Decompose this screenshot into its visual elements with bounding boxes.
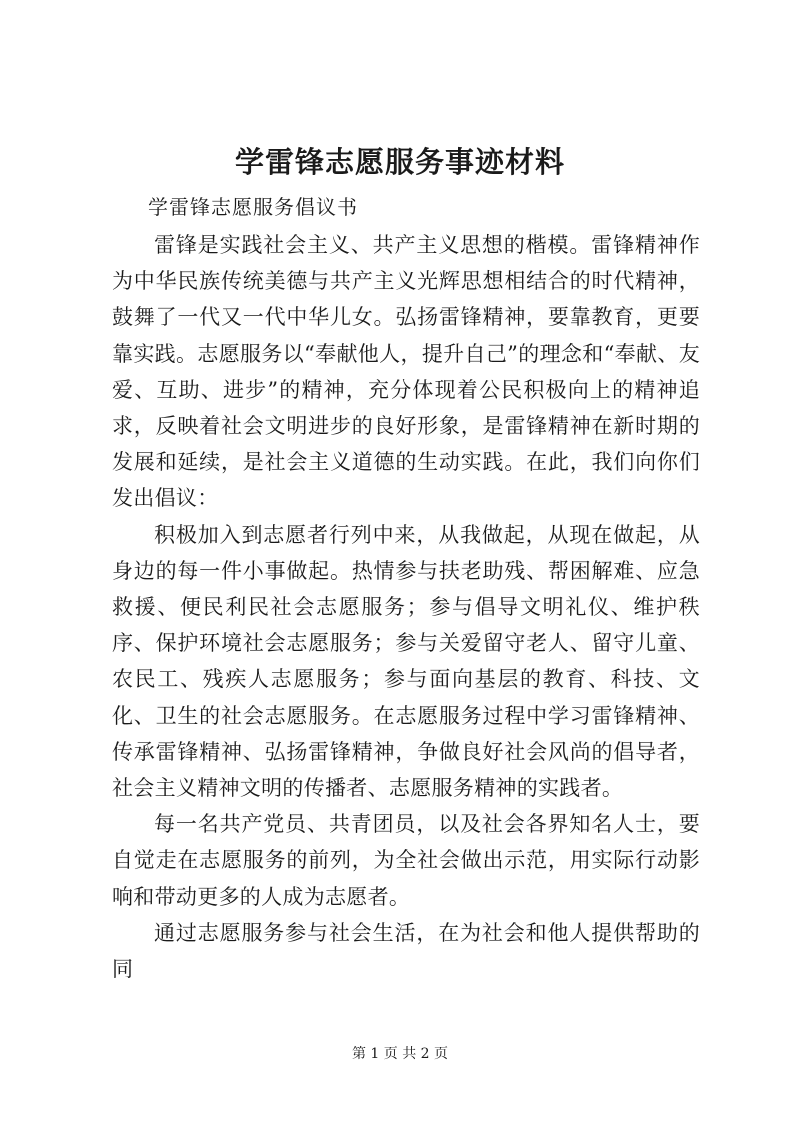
paragraph: 雷锋是实践社会主义、共产主义思想的楷模。雷锋精神作为中华民族传统美德与共产主义光辉思想相结合的时代精神，鼓舞了一代又一代中华儿女。弘扬雷锋精神，要靠教育，更要靠实践。志愿服务以“奉献他人，提升自己”的理念和“奉献、友爱、互助、进步”的精神，充分体现着公民积极向上的精神追求，反映着社会文明进步的良好形象，是雷锋精神在新时期的发展和延续，是社会主义道德的生动实践。在此，我们向你们发出倡议： <box>112 233 700 511</box>
paragraph: 每一名共产党员、共青团员，以及社会各界知名人士，要自觉走在志愿服务的前列，为全社会做出示范，用实际行动影响和带动更多的人成为志愿者。 <box>112 812 700 909</box>
document-body <box>112 227 700 987</box>
paragraph: 积极加入到志愿者行列中来，从我做起，从现在做起，从身边的每一件小事做起。热情参与扶老助残、帮困解难、应急救援、便民利民社会志愿服务；参与倡导文明礼仪、维护秩序、保护环境社会志愿服务；参与关爱留守老人、留守儿童、农民工、残疾人志愿服务；参与面向基层的教育、科技、文化、卫生的社会志愿服务。在志愿服务过程中学习雷锋精神、传承雷锋精神、弘扬雷锋精神，争做良好社会风尚的倡导者，社会主义精神文明的传播者、志愿服务精神的实践者。 <box>112 522 700 801</box>
paragraph: 通过志愿服务参与社会生活，在为社会和他人提供帮助的同 <box>112 920 700 982</box>
page-footer: 第 1 页 共 2 页 <box>351 1046 449 1062</box>
document-title: 学雷锋志愿服务事迹材料 <box>234 145 565 179</box>
document-subtitle: 学雷锋志愿服务倡议书 <box>148 195 358 219</box>
